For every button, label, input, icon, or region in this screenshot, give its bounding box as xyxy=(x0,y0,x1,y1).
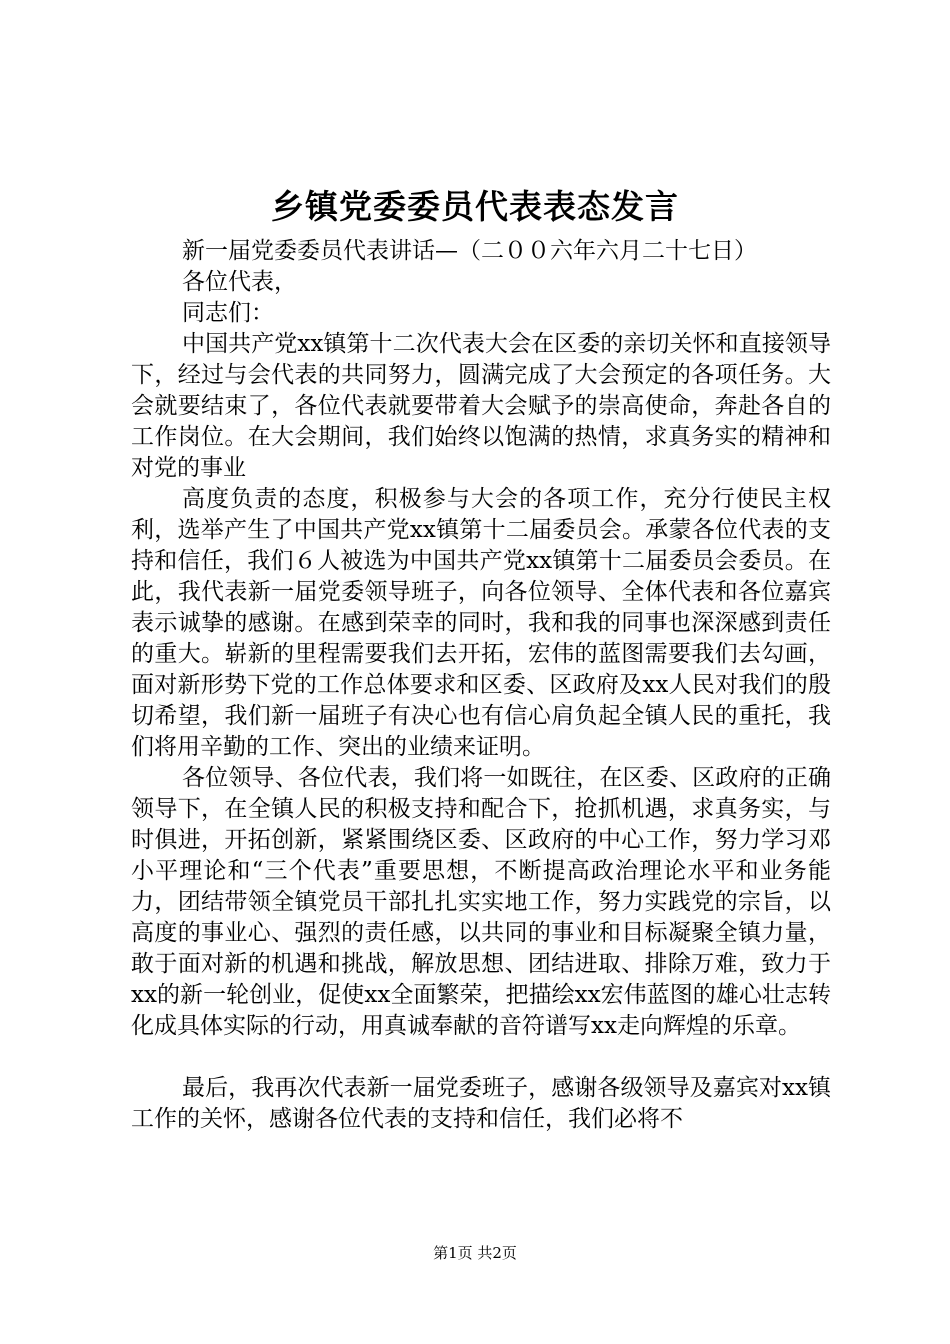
paragraph-1: 中国共产党xx镇第十二次代表大会在区委的亲切关怀和直接领导下，经过与会代表的共同努力，圆满完成了大会预定的各项任务。大会就要结束了，各位代表就要带着大会赋予的崇高使命，奔赴各自的工作岗位。在大会期间，我们始终以饱满的热情，求真务实的精神和对党的事业 xyxy=(131,331,831,481)
paragraph-2: 高度负责的态度，积极参与大会的各项工作，充分行使民主权利，选举产生了中国共产党xx镇第十二届委员会。承蒙各位代表的支持和信任，我们６人被选为中国共产党xx镇第十二届委员会委员。在此，我代表新一届党委领导班子，向各位领导、全体代表和各位嘉宾表示诚挚的感谢。在感到荣幸的同时，我和我的同事也深深感到责任的重大。崭新的里程需要我们去开拓，宏伟的蓝图需要我们去勾画，面对新形势下党的工作总体要求和区委、区政府及xx人民对我们的殷切希望，我们新一届班子有决心也有信心肩负起全镇人民的重托，我们将用辛勤的工作、突出的业绩来证明。 xyxy=(131,486,831,760)
paragraph-gap xyxy=(131,1042,831,1073)
salutation-comrades: 同志们： xyxy=(182,300,274,326)
salutation-delegates: 各位代表， xyxy=(182,269,297,295)
paragraph-4: 最后，我再次代表新一届党委班子，感谢各级领导及嘉宾对xx镇工作的关怀，感谢各位代表的支持和信任，我们必将不 xyxy=(131,1075,831,1132)
document-body xyxy=(131,236,831,1135)
page-footer: 第1页 共2页 xyxy=(433,1244,517,1262)
document-title: 乡镇党委委员代表表态发言 xyxy=(271,187,679,226)
speech-subtitle: 新一届党委委员代表讲话—（二００六年六月二十七日） xyxy=(182,238,757,264)
paragraph-3: 各位领导、各位代表，我们将一如既往，在区委、区政府的正确领导下，在全镇人民的积极支持和配合下，抢抓机遇，求真务实，与时俱进，开拓创新，紧紧围绕区委、区政府的中心工作，努力学习邓小平理论和“三个代表”重要思想，不断提高政治理论水平和业务能力，团结带领全镇党员干部扎扎实实地工作，努力实践党的宗旨，以高度的事业心、强烈的责任感，以共同的事业和目标凝聚全镇力量，敢于面对新的机遇和挑战，解放思想、团结进取、排除万难，致力于xx的新一轮创业，促使xx全面繁荣，把描绘xx宏伟蓝图的雄心壮志转化成具体实际的行动，用真诚奉献的音符谱写xx走向辉煌的乐章。 xyxy=(131,765,831,1039)
